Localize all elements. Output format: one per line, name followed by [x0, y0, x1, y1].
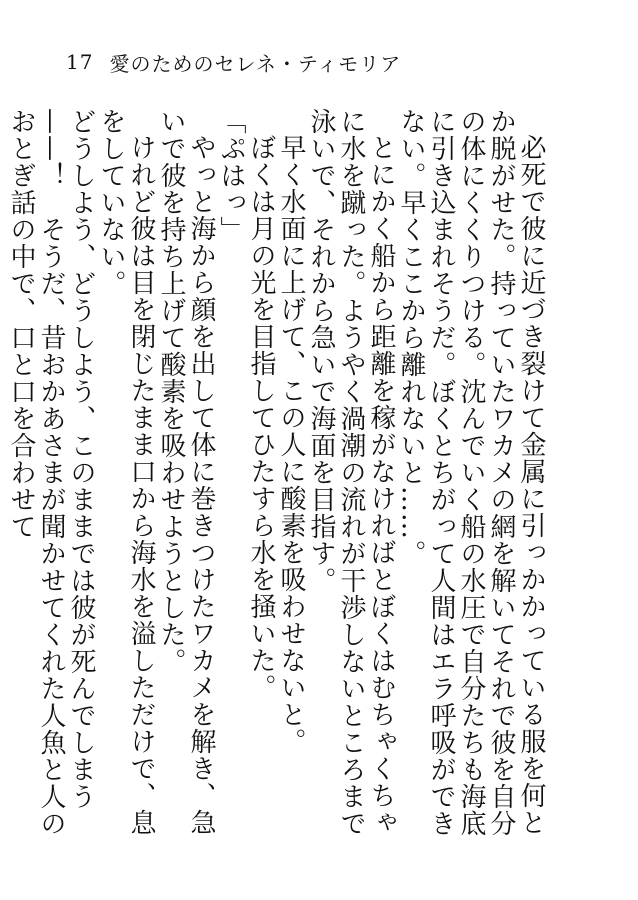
paragraph: けれど彼は目を閉じたまま口から海水を溢しただけで、息をしていない。	[96, 108, 156, 836]
paragraph: 必死で彼に近づき裂けて金属に引っかかっている服を何とか脱がせた。持っていたワカメの網を解いてそれで彼を自分の体にくくりつける。沈んでいく船の水圧で自分たちも海底に引き込まれそうだ。ぼくとちがって人間はエラ呼吸ができない。早くここから離れないと……。	[396, 108, 546, 837]
paragraph: やっと海から顔を出して体に巻きつけたワカメを解き、急いで彼を持ち上げて酸素を吸わせようとした。	[156, 108, 216, 836]
book-title: 愛のためのセレネ・ティモリア	[109, 51, 402, 76]
vertical-text-body	[6, 108, 546, 848]
paragraph: とにかく船から距離を稼がなければとぼくはむちゃくちゃに水を蹴った。ようやく渦潮の流れが干渉しないところまで泳いで、それから急いで海面を目指す。	[306, 108, 396, 837]
paragraph: ぼくは月の光を目指してひたすら水を掻いた。	[246, 134, 276, 701]
running-header	[66, 48, 401, 76]
page-number: 17	[66, 50, 94, 74]
dialogue-line: 「ぷはっ」	[216, 108, 246, 243]
paragraph: どうしよう、どうしよう、このままでは彼が死んでしまう——！ そうだ、昔おかあさまが聞かせてくれた人魚と人のおとぎ話の中で、口と口を合わせて	[6, 108, 96, 837]
paragraph: 早く水面に上げて、この人に酸素を吸わせないと。	[276, 134, 306, 755]
